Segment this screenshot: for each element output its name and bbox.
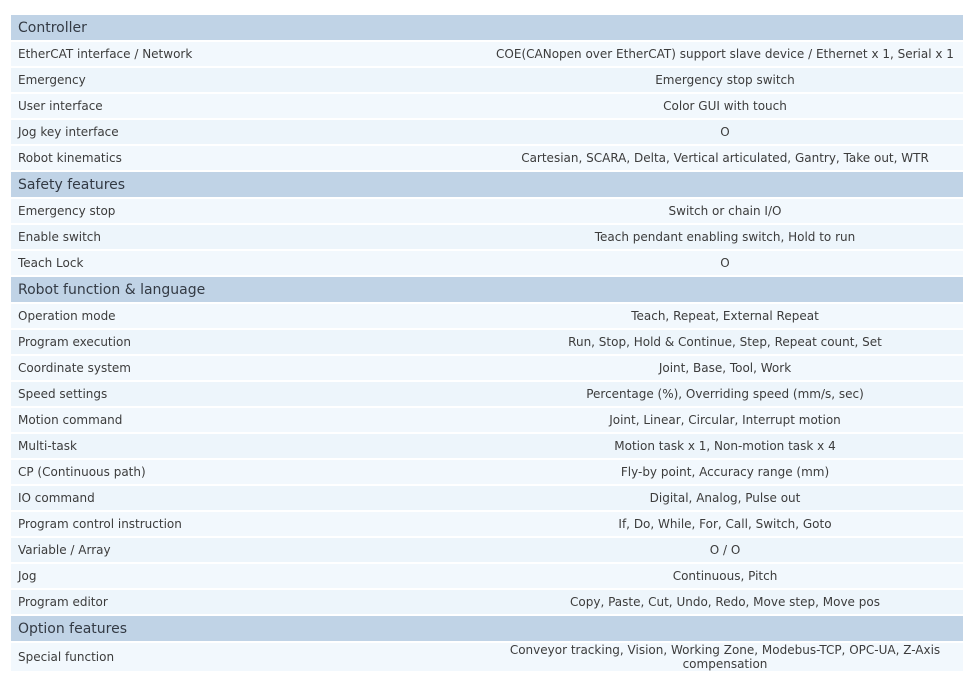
spec-value: Teach pendant enabling switch, Hold to run xyxy=(487,225,963,249)
spec-label: CP (Continuous path) xyxy=(11,460,487,484)
spec-row xyxy=(11,512,963,536)
spec-label: Program execution xyxy=(11,330,487,354)
spec-value: Copy, Paste, Cut, Undo, Redo, Move step, Move pos xyxy=(487,590,963,614)
spec-value: Cartesian, SCARA, Delta, Vertical articulated, Gantry, Take out, WTR xyxy=(487,146,963,170)
spec-row xyxy=(11,42,963,66)
spec-label: Teach Lock xyxy=(11,251,487,275)
section-title: Controller xyxy=(11,15,963,40)
spec-row xyxy=(11,538,963,562)
spec-value: COE(CANopen over EtherCAT) support slave device / Ethernet x 1, Serial x 1 xyxy=(487,42,963,66)
spec-label: Special function xyxy=(11,643,487,671)
spec-label: Emergency xyxy=(11,68,487,92)
spec-row xyxy=(11,382,963,406)
spec-row xyxy=(11,199,963,223)
spec-value: O / O xyxy=(487,538,963,562)
spec-row xyxy=(11,408,963,432)
spec-row xyxy=(11,146,963,170)
section-title: Robot function & language xyxy=(11,277,963,302)
section-header xyxy=(11,172,963,197)
spec-value: Motion task x 1, Non-motion task x 4 xyxy=(487,434,963,458)
section-header xyxy=(11,616,963,641)
spec-label: IO command xyxy=(11,486,487,510)
section-header xyxy=(11,277,963,302)
spec-label: Jog xyxy=(11,564,487,588)
spec-row xyxy=(11,434,963,458)
spec-row xyxy=(11,356,963,380)
spec-row xyxy=(11,460,963,484)
spec-row xyxy=(11,590,963,614)
spec-value: Joint, Linear, Circular, Interrupt motion xyxy=(487,408,963,432)
spec-row xyxy=(11,225,963,249)
spec-value: O xyxy=(487,120,963,144)
spec-label: Speed settings xyxy=(11,382,487,406)
spec-label: Enable switch xyxy=(11,225,487,249)
spec-row xyxy=(11,68,963,92)
spec-row xyxy=(11,564,963,588)
spec-value: Switch or chain I/O xyxy=(487,199,963,223)
spec-label: Emergency stop xyxy=(11,199,487,223)
spec-label: Program control instruction xyxy=(11,512,487,536)
spec-value: Run, Stop, Hold & Continue, Step, Repeat count, Set xyxy=(487,330,963,354)
spec-label: User interface xyxy=(11,94,487,118)
spec-value: Conveyor tracking, Vision, Working Zone, Modebus-TCP, OPC-UA, Z-Axis compensation xyxy=(487,643,963,671)
spec-label: Robot kinematics xyxy=(11,146,487,170)
spec-row xyxy=(11,643,963,671)
spec-value: Fly-by point, Accuracy range (mm) xyxy=(487,460,963,484)
spec-label: Motion command xyxy=(11,408,487,432)
section-title: Safety features xyxy=(11,172,963,197)
spec-label: Operation mode xyxy=(11,304,487,328)
spec-value: Emergency stop switch xyxy=(487,68,963,92)
spec-row xyxy=(11,120,963,144)
spec-value: Color GUI with touch xyxy=(487,94,963,118)
spec-row xyxy=(11,304,963,328)
spec-row xyxy=(11,486,963,510)
spec-label: EtherCAT interface / Network xyxy=(11,42,487,66)
spec-row xyxy=(11,94,963,118)
spec-label: Program editor xyxy=(11,590,487,614)
spec-value: Joint, Base, Tool, Work xyxy=(487,356,963,380)
spec-label: Coordinate system xyxy=(11,356,487,380)
spec-label: Jog key interface xyxy=(11,120,487,144)
spec-row xyxy=(11,251,963,275)
spec-value: If, Do, While, For, Call, Switch, Goto xyxy=(487,512,963,536)
spec-label: Variable / Array xyxy=(11,538,487,562)
spec-value: O xyxy=(487,251,963,275)
spec-row xyxy=(11,330,963,354)
spec-value: Digital, Analog, Pulse out xyxy=(487,486,963,510)
spec-value: Continuous, Pitch xyxy=(487,564,963,588)
section-title: Option features xyxy=(11,616,963,641)
section-header xyxy=(11,15,963,40)
spec-table xyxy=(11,13,963,673)
spec-value: Teach, Repeat, External Repeat xyxy=(487,304,963,328)
spec-label: Multi-task xyxy=(11,434,487,458)
spec-value: Percentage (%), Overriding speed (mm/s, sec) xyxy=(487,382,963,406)
